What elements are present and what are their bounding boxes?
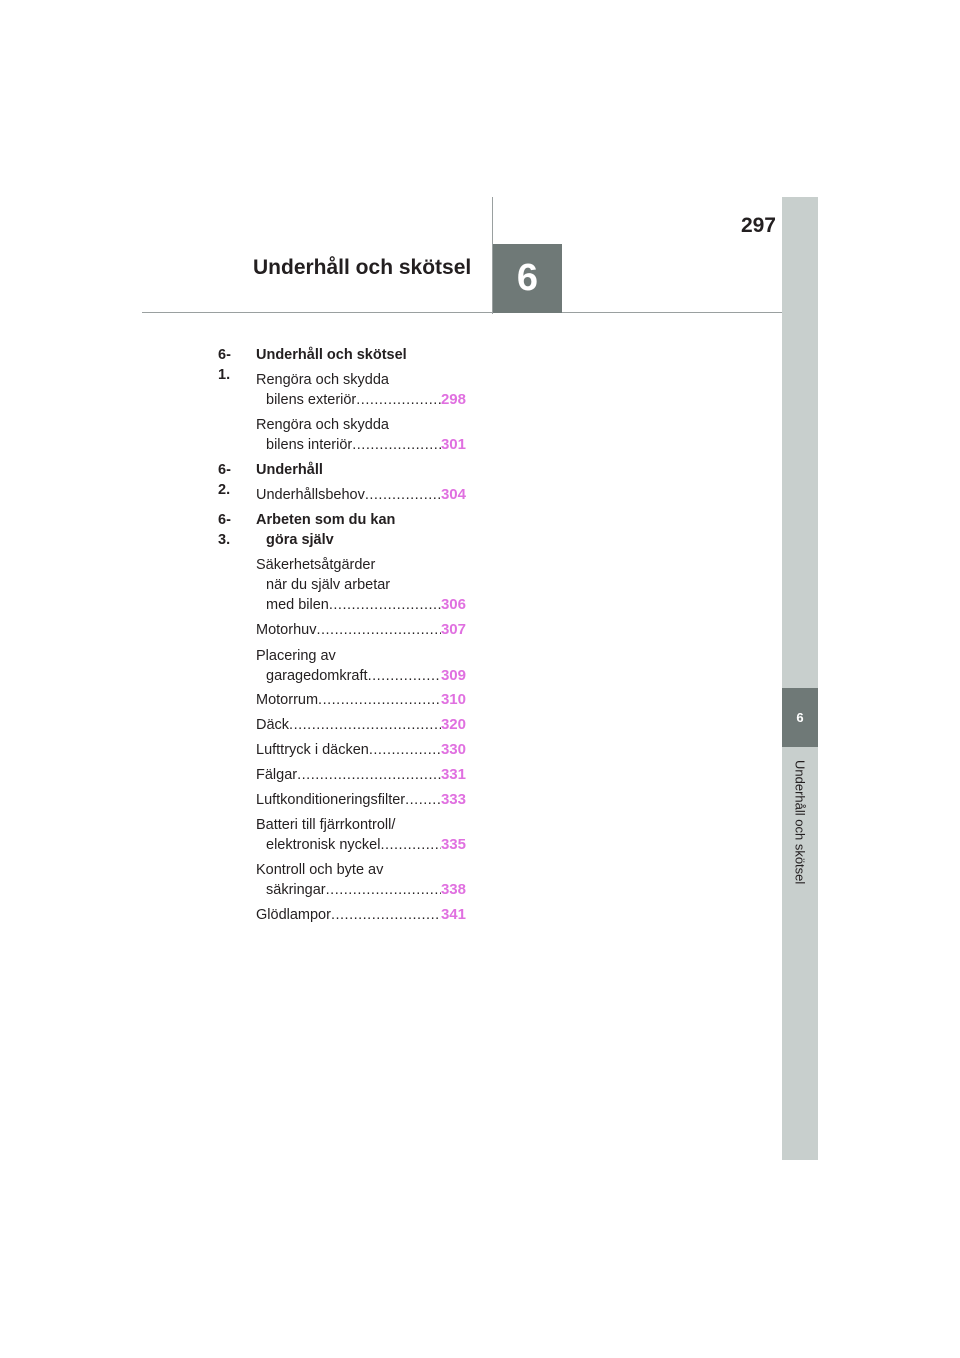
section-title: [256, 510, 456, 550]
entry-line: Batteri till fjärrkontroll/: [256, 817, 396, 833]
toc-entry-bulbs[interactable]: [256, 905, 466, 925]
page-number: 297: [740, 214, 776, 237]
leader-dots: [331, 905, 441, 925]
entry-line: Säkerhetsåtgärder: [256, 557, 376, 573]
toc-entry-tires[interactable]: [256, 715, 466, 735]
page-link[interactable]: 330: [440, 741, 466, 758]
leader-dots: [352, 435, 441, 455]
toc-entry-fuses[interactable]: [256, 860, 466, 900]
section-number: 6-2.: [218, 462, 231, 498]
entry-line: Rengöra och skydda: [256, 417, 389, 433]
header-horizontal-rule: [142, 312, 782, 313]
leader-dots: [326, 880, 441, 900]
entry-label: Motorrum: [256, 692, 319, 708]
entry-label: garagedomkraft: [266, 668, 368, 684]
entry-line: Rengöra och skydda: [256, 372, 389, 388]
leader-dots: [365, 485, 441, 505]
side-tab-strip: [782, 197, 818, 1160]
page-link[interactable]: 309: [440, 667, 466, 684]
entry-label: Däck: [256, 717, 290, 733]
page-link[interactable]: 320: [440, 716, 466, 733]
leader-dots: [297, 765, 441, 785]
page-link[interactable]: 306: [440, 596, 466, 613]
leader-dots: [356, 390, 441, 410]
page-link[interactable]: 333: [440, 791, 466, 808]
page-link[interactable]: 307: [440, 621, 466, 638]
toc-entry-engine-room[interactable]: [256, 690, 466, 710]
chapter-title: Underhåll och skötsel: [253, 256, 472, 279]
entry-label: Glödlampor: [256, 907, 331, 923]
toc-entry-ac-filter[interactable]: [256, 790, 466, 810]
page-link[interactable]: 338: [440, 881, 466, 898]
entry-line: när du själv arbetar: [266, 577, 391, 593]
entry-label: bilens exteriör: [266, 392, 357, 408]
section-number: 6-1.: [218, 347, 231, 383]
page-link[interactable]: 301: [440, 436, 466, 453]
entry-line: Placering av: [256, 648, 336, 664]
entry-label: med bilen: [266, 597, 329, 613]
section-title: Underhåll och skötsel: [256, 347, 407, 363]
leader-dots: [405, 790, 441, 810]
leader-dots: [369, 740, 441, 760]
leader-dots: [329, 595, 441, 615]
page-link[interactable]: 298: [440, 391, 466, 408]
toc-entry-maintenance-needs[interactable]: [256, 485, 466, 505]
section-number: 6-3.: [218, 512, 231, 548]
entry-label: säkringar: [266, 882, 326, 898]
toc-entry-wheels[interactable]: [256, 765, 466, 785]
entry-label: Luftkonditioneringsfilter: [256, 792, 406, 808]
leader-dots: [368, 666, 441, 686]
page-link[interactable]: 335: [440, 836, 466, 853]
toc-entry-exterior[interactable]: [256, 370, 466, 410]
entry-line: Kontroll och byte av: [256, 862, 384, 878]
side-tab-label: Underhåll och skötsel: [792, 760, 808, 885]
section-title-line: göra själv: [266, 532, 334, 548]
toc-entry-hood[interactable]: [256, 620, 466, 640]
entry-label: bilens interiör: [266, 437, 353, 453]
leader-dots: [318, 690, 441, 710]
page-link[interactable]: 341: [440, 906, 466, 923]
toc-entry-key-battery[interactable]: [256, 815, 466, 855]
entry-label: Motorhuv: [256, 622, 317, 638]
chapter-number-box: 6: [493, 244, 562, 313]
leader-dots: [289, 715, 441, 735]
leader-dots: [380, 835, 441, 855]
toc-entry-safety[interactable]: [256, 555, 466, 615]
toc-entry-interior[interactable]: [256, 415, 466, 455]
section-title-line: Arbeten som du kan: [256, 512, 396, 528]
entry-label: Lufttryck i däcken: [256, 742, 369, 758]
toc-entry-jack[interactable]: [256, 646, 466, 686]
page-link[interactable]: 304: [440, 486, 466, 503]
entry-label: Underhållsbehov: [256, 487, 365, 503]
page-link[interactable]: 310: [440, 691, 466, 708]
entry-label: elektronisk nyckel: [266, 837, 381, 853]
toc-entry-tire-pressure[interactable]: [256, 740, 466, 760]
leader-dots: [316, 620, 441, 640]
section-title: Underhåll: [256, 462, 323, 478]
entry-label: Fälgar: [256, 767, 298, 783]
page-link[interactable]: 331: [440, 766, 466, 783]
side-tab-number[interactable]: 6: [782, 688, 818, 747]
